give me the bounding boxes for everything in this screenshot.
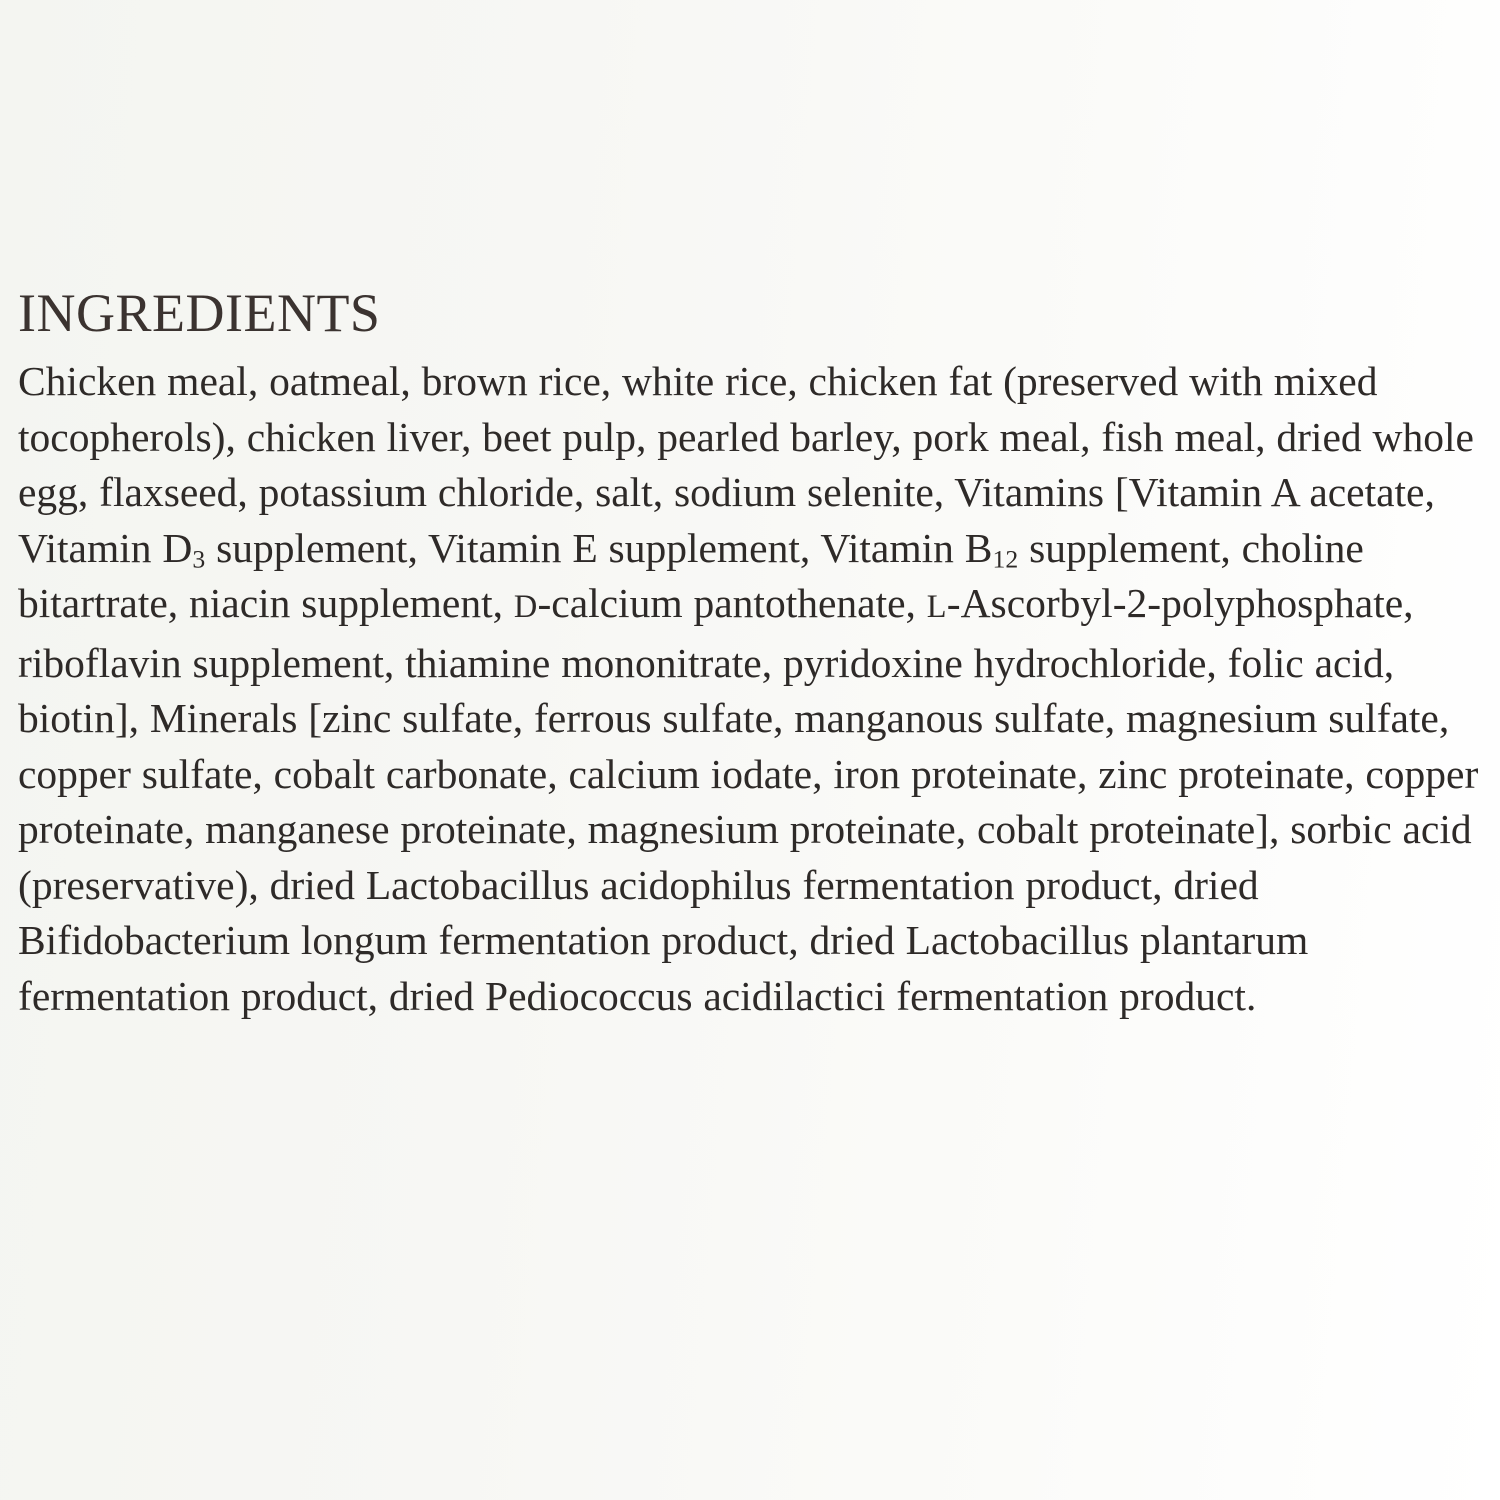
- ingredients-text-part2: supplement, Vitamin E supplement, Vitamin B: [205, 524, 993, 571]
- l-smallcap: L: [926, 589, 947, 625]
- ingredients-text-part5: -Ascorbyl-2-polyphosphate, riboflavin supplement, thiamine mononitrate, pyridoxine hydrochloride, folic acid, biotin], Minerals [zinc sulfate, ferrous sulfate, manganous sulfate, magnesium sulfate, copper sulfate, cobalt carbonate, calcium iodate, iron proteinate, zinc proteinate, copper proteinate, manganese proteinate, magnesium proteinate, cobalt proteinate], sorbic acid (preservative), dried Lactobacillus acidophilus fermentation product, dried Bifidobacterium longum fermentation product, dried Lactobacillus plantarum fermentation product, dried Pediococcus acidilactici fermentation product.: [18, 580, 1479, 1019]
- vitamin-d3-subscript: 3: [192, 544, 206, 574]
- ingredients-text-part4: -calcium pantothenate,: [537, 580, 927, 626]
- ingredients-text-part1: Chicken meal, oatmeal, brown rice, white rice, chicken fat (preserved with mixed tocopherols), chicken liver, beet pulp, pearled barley, pork meal, fish meal, dried whole egg, flaxseed, potassium chloride, salt, sodium selenite, Vitamins [Vitamin A acetate, Vitamin D: [18, 358, 1474, 571]
- ingredients-paragraph: [18, 354, 1486, 1024]
- page-title: INGREDIENTS: [18, 283, 381, 343]
- ingredients-text-part3: supplement, choline bitartrate, niacin supplement,: [18, 524, 1364, 626]
- vitamin-b12-subscript: 12: [992, 544, 1019, 574]
- d-smallcap: D: [513, 589, 538, 625]
- ingredients-content: [18, 283, 1486, 1024]
